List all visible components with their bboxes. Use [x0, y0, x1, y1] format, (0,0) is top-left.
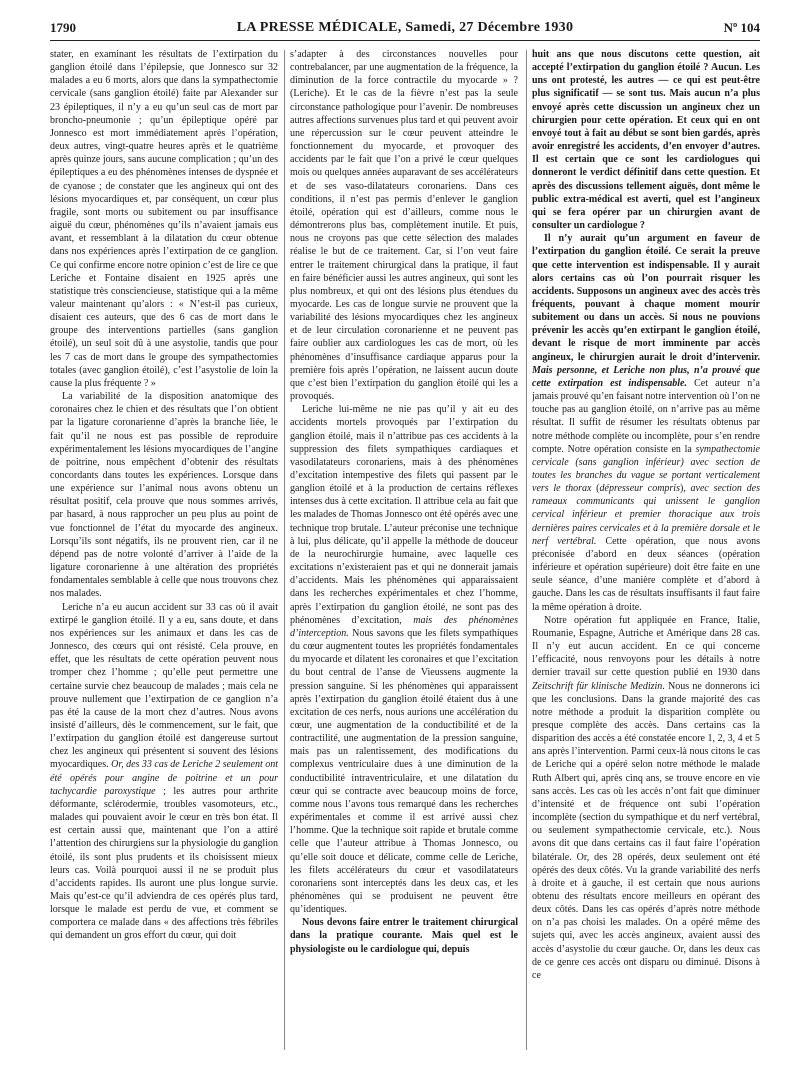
page-number: 1790	[50, 20, 76, 35]
text-run: avec section des rameaux communicants qui unissent le ganglion cervical inférieur et premier thoracique aux trois dernières paires cervicales et à la première dorsale et le nerf vertébral.	[532, 483, 760, 547]
text-run: (	[591, 483, 600, 495]
text-run: Leriche n’a eu aucun accident sur 33 cas où il avait extirpé le ganglion étoilé. Il y a eu, sans doute, et dans nos expériences sur les animaux et dans les cas de Jonnesco, des cœurs qui ont résisté. Cela prouve, en effet, que les résultats de cette opération peuvent nous tromper chez l’homme ; qu’elle peut permettre une certaine survie chez beaucoup de malades ; mais cela ne prouve nullement que l’extirpation de ce ganglion n’a pas été la cause de la mort chez d’autres. Nous avons insisté d’ailleurs, dès le commencement, sur le fait, que l’extirpation du ganglion étoilé est dangereuse surtout chez les angineux qui présentent si souvent des lésions myocardiques.	[50, 601, 278, 771]
text-run: Nous devons faire entrer le traitement chirurgical dans la pratique courante. Mais quel est le physiologiste ou le cardiologue qui, depuis	[290, 917, 518, 955]
text-column-1	[50, 48, 278, 1058]
article-body	[50, 48, 760, 1058]
text-run: Mais personne, et Leriche non plus, n’a prouvé que cette extirpation est indispensable.	[532, 364, 760, 389]
paragraph	[532, 614, 760, 982]
text-run: Or, des 33 cas de Leriche 2 seulement ont été opérés pour angine de poitrine et un pour tachycardie paroxystique	[50, 759, 278, 797]
text-column-2	[290, 48, 518, 1058]
text-run: Cette opération, que nous avons préconisée d’abord en deux séances (opération inférieure et opération supérieure) doit être faite en une seule séance, d’une manière complète et d’abord à gauche. Dans les cas de résultats insuffisants il faut faire la même opération à droite.	[532, 535, 760, 613]
text-run: La variabilité de la disposition anatomique des coronaires chez le chien et des résultats que l’on obtient par la ligature coronarienne d’après la branche liée, le fait qu’il ne nous est pas possible de reproduire expérimentalement les lésions myocardiques de l’angine de poitrine, nous empêchent d’obtenir des résultats concordants dans toutes les expériences. Lorsque dans une expérience sur l’animal nous avons obtenu un résultat positif, cela prouve que nous sommes arrivés, par hasard, à nous rapprocher un peu plus au point de vue fonctionnel de l’état du myocarde des angineux. Lorsqu’ils sont négatifs, ils ne prouvent rien, car il ne dépend pas de notre volonté d’arriver à l’aide de la ligature coronarienne à une altération des propriétés fondamentales semblable à celle que nous trouvons chez nos malades.	[50, 391, 278, 600]
text-run: mais des phénomènes d’interception.	[290, 614, 518, 639]
paragraph	[290, 916, 518, 955]
text-run: stater, en examinant les résultats de l’extirpation du ganglion étoilé dans l’épilepsie, que Jonnesco sur 32 malades a eu 6 morts, alors que dans la sympathectomie cervicale (sans ganglion étoilé) faite par Alexander sur 23 épileptiques, il n’y a eu qu’un seul cas de mort par broncho-pneumonie ; qu’un épileptique opéré par Jonnesco est mort immédiatement après l’opération, deux autres, vingt-quatre heures après et le quatrième après quinze jours, sans aucune complication ; qu’un des épileptiques a eu des phénomènes intenses de dyspnée et de cyanose ; de constater que les angineux qui ont des lésions myocardiques et, par conséquent, un cœur plus fragile, sont morts ou subitement ou par insuffisance aiguë du cœur, phénomènes qu’ils n’avaient jamais eus avant, et ressemblant à la dilatation du cœur obtenue dans nos expériences après l’extirpation de ce ganglion. Ce qui confirme encore notre opinion c’est de lire ce que Leriche et Fontaine disaient en 1925 après une statistique très consciencieuse, statistique qui a la même valeur maintenant qu’alors : « N’est-il pas curieux, disaient ces auteurs, que des 6 cas de mort dans le groupe des interventions partielles (sans ganglion étoilé), un seul soit dû à une asystolie, tandis que pour les 7 cas de mort dans le groupe des sympathectomies totales (avec ganglion étoilé), c’est l’asystolie de loin la cause la plus fréquente ? »	[50, 49, 278, 389]
paragraph	[290, 48, 518, 403]
text-run: . Nous ne donnerons ici que les conclusions. Dans la grande majorité des cas notre méthode a produit la disparition complète ou presque complète des accès. Dans certains cas la disparition des accès a été constatée encore 1, 2, 3, 4 et 5 ans après l’intervention. Parmi ceux-là nous citons le cas de Leriche qui a opéré selon notre méthode le malade Ruth Albert qui, après cinq ans, se trouve encore en vie sans accès. Les cas où les accès n’ont fait que diminuer d’intensité et de fréquence ont subi l’opération incomplète (section du sympathique et du nerf vertébral, ou seulement sympathectomie cervicale, etc.). Nous avons dit que dans certains cas il faut faire l’opération bilatérale. Or, des 28 opérés, deux seulement ont été opérés des deux côtés. Vu la grande variabilité des nerfs à droite et à gauche, il est certain que nous aurions obtenu des résultats encore meilleurs en opérant des deux côtés. Dans les cas opérés d’après notre méthode on n’a pas choisi les malades. On a opéré même des sujets qui, avec les accès angineux, avaient aussi des accès d’asystolie du cœur gauche. Or, dans les deux cas de ce genre ces accès ont disparu ou diminué. Disons à ce	[532, 680, 760, 981]
text-run: Nous savons que les filets sympathiques du cœur augmentent toutes les propriétés fondamentales du myocarde et dilatent les coronaires et que l’excitation du bout central de l’anse de Vieussens augmente la pression sanguine. Si les phénomènes qui apparaissent après l’extirpation du ganglion étoilé étaient dus à une excitation de ces nerfs, nous aurions une accélération du cœur, une augmentation de la conductibilité et de la contractilité, une augmentation de la pression sanguine, mais pas un ralentissement, des modifications du complexus ventriculaire dues à une diminution de la conductibilité intraventriculaire, et une dilatation du cœur qui se contracte avec beaucoup moins de force, comme nous l’avons tous remarqué dans les recherches expérimentales et comme il est arrivé aussi chez l’homme. Que la technique soit rapide et brutale comme celle que l’auteur attribue à Thomas Jonnesco, ou qu’elle soit douce et délicate, comme celle de Leriche, les filets accélérateurs du cœur et vasodilatateurs coronariens sont interceptés dans les deux cas, et les phénomènes qui se produisent ne peuvent être qu’identiques.	[290, 627, 518, 916]
issue-number: Nº 104	[723, 20, 760, 35]
header-rule	[50, 40, 760, 41]
text-run: Leriche lui-même ne nie pas qu’il y ait eu des accidents mortels provoqués par l’extirpation du ganglion étoilé, mais il n’attribue pas ces accidents à la suppression des filets sympathiques cardiaques et vasodilatateurs coronariens, mais à des phénomènes d’excitation intempestive des filets qui passent par le ganglion étoilé et à la production de certains réflexes intenses dus à cette excitation. Il attribue cela au fait que les malades de Thomas Jonnesco ont été opérés avec une technique trop brutale. L’auteur préconise une technique à lui, plus délicate, qu’il appelle la méthode de douceur de la neurochirurgie humaine, avec laquelle ces excitations n’existeraient pas et qui ne donnerait jamais d’accidents. Mais les phénomènes qui apparaissaient dans les recherches expérimentales et chez l’homme, après l’extirpation du ganglion étoilé, ne sont pas des phénomènes d’excitation,	[290, 404, 518, 626]
paragraph	[50, 390, 278, 601]
paragraph	[532, 48, 760, 232]
text-run: ; les autres pour arthrite déformante, sclérodermie, troubles vasomoteurs, etc., malades qui pouvaient avoir le cœur en très bon état. Il est certain aussi que, maintenant que l’on a attiré l’attention des chirurgiens sur la physiologie du ganglion étoilé, ils sont plus prudents et ils choisissent mieux leurs cas. Voilà pourquoi aussi il ne se produit plus d’accidents rapides. Ils auront une plus longue survie. Mais qu’est-ce qu’il adviendra de ces opérés plus tard, lorsque le malade est perdu de vue, et comment se comportera ce malade dans « des affections très fébriles qui demandent un gros effort du cœur, qui doit	[50, 785, 278, 942]
paragraph	[50, 601, 278, 943]
text-run: dépresseur compris	[599, 483, 680, 495]
running-header	[50, 20, 760, 40]
text-run: s’adapter à des circonstances nouvelles pour contrebalancer, par une augmentation de la fréquence, la diminution de la force contractile du myocarde » ? (Leriche). Et le cas de la fièvre n’est pas la seule circonstance pathologique pour l’avenir. De nombreuses autres affections survenues plus tard et qui peuvent avoir une répercussion sur le cœur peuvent atteindre le fonctionnement du myocarde, et provoquer des accidents par le fait que l’on a privé le cœur quelques mois ou quelques années auparavant de ses accélérateurs et de ses vaso-dilatateurs coronariens. Dans ces conditions, il n’est pas permis d’enlever le ganglion étoilé, opération qui est d’ailleurs, comme nous le démontrerons plus bas, complètement inutile. Et puis, nous ne croyons pas que cette sélection des malades réalise le but de ce traitement. Car, si l’on veut faire entrer le traitement chirurgical dans la pratique, il faut en faire bénéficier aussi les autres angineux, qui sont les plus nombreux, et qui ont des lésions plus étendues du myocarde. Les cas de longue survie ne prouvent que la variabilité des lésions myocardiques chez les angineux et de leur circulation coronarienne et ne peuvent pas faire oublier aux cardiologues les cas de mort, où les phénomènes d’insuffisance cardiaque apparus pour la première fois après l’opération, ne laissent aucun doute que c’est bien l’extirpation du ganglion étoilé qui les a provoqués.	[290, 49, 518, 403]
paragraph	[50, 48, 278, 390]
text-run: Zeitschrift für klinische Medizin	[532, 680, 663, 692]
text-run: ),	[679, 483, 691, 495]
text-column-3	[532, 48, 760, 1058]
paragraph	[532, 232, 760, 614]
text-run: Il n’y aurait qu’un argument en faveur de l’extirpation du ganglion étoilé. Ce serait la preuve que cette intervention est indispensable. Il y aurait alors certains cas où l’on pourrait risquer les accidents. Supposons un angineux avec des accès très fréquents, pouvant à chaque moment mourir subitement ou dans un accès. Si nous ne pouvions prévenir les accès qu’en extirpant le ganglion étoilé, devant le risque de mort imminente par accès angineux, le chirurgien aurait le droit d’intervenir.	[532, 233, 760, 363]
journal-title: LA PRESSE MÉDICALE, Samedi, 27 Décembre 1930	[236, 20, 574, 35]
text-run: Notre opération fut appliquée en France, Italie, Roumanie, Espagne, Autriche et Amérique dans 28 cas. Il n’y eut aucun accident. En ce qui concerne l’efficacité, nous renvoyons pour les détails à notre dernier travail sur cette question publié en 1930 dans	[532, 614, 760, 679]
paragraph	[290, 403, 518, 916]
text-run: sympathectomie cervicale (sans ganglion inférieur) avec section de toutes les branches du vague se portant verticalement vers le thorax	[532, 443, 760, 495]
text-run: Cet auteur n’a jamais prouvé qu’en faisant notre intervention où l’on ne touche pas au ganglion étoilé, on n’arrive pas au même résultat. Il suffit de résumer les résultats obtenus par notre méthode complète ou incomplète, pour s’en rendre compte. Notre opération consiste en la	[532, 377, 760, 455]
text-run: huit ans que nous discutons cette question, ait accepté l’extirpation du ganglion étoilé ? Aucun. Les uns ont protesté, les autres — ce qui est peut-être plus significatif — se sont tus. Mais aucun n’a plus envoyé après cette discussion un angineux chez un chirurgien pour cette opération. Et ceux qui en ont envoyé tout à fait au début se sont bien gardés, après avoir enregistré les accidents, d’en envoyer d’autres. Il est certain que ce sont les cardiologues qui donneront le verdict définitif dans cette question. Et après des discussions tellement aiguës, dont même le public extra-médical est averti, quel est l’angineux qui se fera opérer par un chirurgien avant de consulter un cardiologue ?	[532, 49, 760, 232]
